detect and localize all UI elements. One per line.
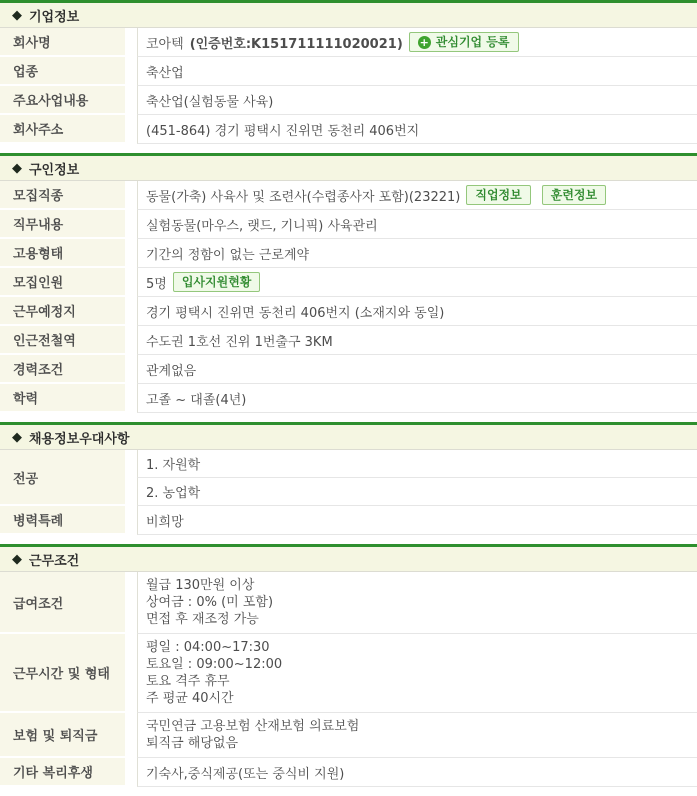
row-label-occupation: 모집직종 (0, 181, 125, 208)
table-row (0, 506, 697, 535)
section-header-work-conditions (0, 547, 697, 572)
salary-line-3: 면접 후 재조정 가능 (146, 612, 259, 627)
section-company-info (0, 0, 697, 144)
row-value-salary (137, 572, 697, 634)
section-job-info (0, 153, 697, 413)
cert-number: (인증번호:K151711111020021) (189, 36, 403, 52)
hours-line-1: 평일 : 04:00~17:30 (146, 640, 270, 655)
table-row (0, 239, 697, 268)
row-label-company-name: 회사명 (0, 28, 125, 55)
section-header-company-info (0, 3, 697, 28)
row-label-employment-type: 고용형태 (0, 239, 125, 266)
table-row (0, 713, 697, 758)
table-row (0, 450, 697, 506)
insurance-line-2: 퇴직금 해당없음 (146, 736, 239, 751)
row-label-job-description: 직무내용 (0, 210, 125, 237)
row-value-insurance (137, 713, 697, 758)
plus-circle-icon: + (419, 35, 429, 49)
row-value-industry: 축산업 (137, 57, 697, 86)
row-label-work-location: 근무예정지 (0, 297, 125, 324)
diamond-icon: ◆ (12, 160, 22, 176)
row-value-job-description: 실험동물(마우스, 랫드, 기니픽) 사육관리 (137, 210, 697, 239)
section-preference-info (0, 422, 697, 535)
section-title: 채용정보우대사항 (29, 431, 130, 447)
register-favorite-company-button[interactable] (409, 32, 519, 52)
row-value-education: 고졸 ~ 대졸(4년) (137, 384, 697, 413)
job-info-button[interactable]: 직업정보 (466, 185, 530, 205)
row-label-nearby-station: 인근전철역 (0, 326, 125, 353)
table-row (0, 572, 697, 634)
row-label-main-business: 주요사업내용 (0, 86, 125, 113)
table-row (0, 384, 697, 413)
table-row (0, 758, 697, 787)
table-row (0, 181, 697, 210)
row-label-hours: 근무시간 및 형태 (0, 634, 125, 711)
row-label-education: 학력 (0, 384, 125, 411)
section-header-preference-info (0, 425, 697, 450)
row-label-welfare: 기타 복리후생 (0, 758, 125, 785)
row-value-hours (137, 634, 697, 713)
row-value-address: (451-864) 경기 평택시 진위면 동천리 406번지 (137, 115, 697, 144)
diamond-icon: ◆ (12, 551, 22, 567)
table-row (0, 28, 697, 57)
hours-line-4: 주 평균 40시간 (146, 691, 234, 706)
table-row (0, 355, 697, 384)
salary-line-1: 월급 130만원 이상 (146, 578, 255, 593)
application-status-button[interactable]: 입사지원현황 (173, 272, 261, 292)
row-value-employment-type: 기간의 정함이 없는 근로계약 (137, 239, 697, 268)
register-favorite-company-label: 관심기업 등록 (435, 35, 510, 49)
row-label-major: 전공 (0, 450, 125, 504)
table-row (0, 210, 697, 239)
diamond-icon: ◆ (12, 429, 22, 445)
table-row (0, 326, 697, 355)
section-header-job-info (0, 156, 697, 181)
section-title: 기업정보 (29, 9, 80, 25)
row-value-headcount (137, 268, 697, 297)
table-row (0, 115, 697, 144)
insurance-line-1: 국민연금 고용보험 산재보험 의료보험 (146, 719, 360, 734)
section-work-conditions (0, 544, 697, 787)
row-value-occupation (137, 181, 697, 210)
row-value-work-location: 경기 평택시 진위면 동천리 406번지 (소재지와 동일) (137, 297, 697, 326)
salary-line-2: 상여금 : 0% (미 포함) (146, 595, 274, 610)
hours-line-2: 토요일 : 09:00~12:00 (146, 657, 283, 672)
diamond-icon: ◆ (12, 7, 22, 23)
row-value-nearby-station: 수도권 1호선 진위 1번출구 3KM (137, 326, 697, 355)
row-value-welfare: 기숙사,중식제공(또는 중식비 지원) (137, 758, 697, 787)
row-label-industry: 업종 (0, 57, 125, 84)
row-label-headcount: 모집인원 (0, 268, 125, 295)
table-row (0, 634, 697, 713)
row-value-main-business: 축산업(실험동물 사육) (137, 86, 697, 115)
table-row (0, 268, 697, 297)
occupation-text: 동물(가축) 사육사 및 조련사(수렵종사자 포함)(23221) (146, 189, 461, 205)
major-value-stack (137, 450, 697, 506)
hours-line-3: 토요 격주 휴무 (146, 674, 230, 689)
major-item-1: 1. 자원학 (137, 450, 697, 478)
company-name-text: 코아텍 (146, 36, 184, 52)
section-title: 구인정보 (29, 162, 80, 178)
training-info-button[interactable]: 훈련정보 (542, 185, 606, 205)
section-title: 근무조건 (29, 553, 80, 569)
table-row (0, 297, 697, 326)
row-label-insurance: 보험 및 퇴직금 (0, 713, 125, 756)
headcount-text: 5명 (146, 276, 167, 292)
row-value-military: 비희망 (137, 506, 697, 535)
table-row (0, 57, 697, 86)
row-value-company-name (137, 28, 697, 57)
row-label-career: 경력조건 (0, 355, 125, 382)
table-row (0, 86, 697, 115)
row-value-career: 관계없음 (137, 355, 697, 384)
row-label-address: 회사주소 (0, 115, 125, 142)
row-label-military: 병력특례 (0, 506, 125, 533)
major-item-2: 2. 농업학 (137, 478, 697, 506)
row-label-salary: 급여조건 (0, 572, 125, 632)
